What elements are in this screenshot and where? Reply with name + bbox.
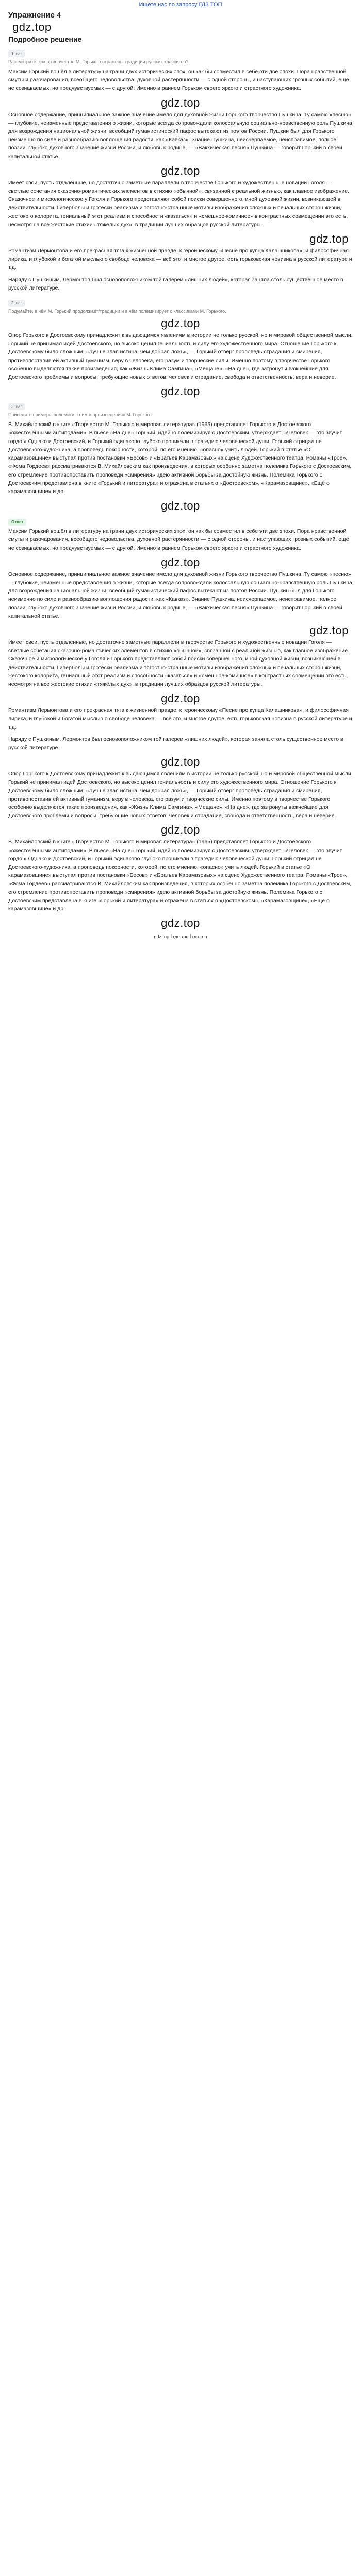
step-1 bbox=[8, 46, 353, 65]
page bbox=[0, 0, 361, 949]
search-hint bbox=[8, 0, 353, 9]
step-question: Приведите примеры полемики с ним в произведениях М. Горького. bbox=[8, 412, 153, 418]
paragraph: Максим Горький вошёл в литературу на грани двух исторических эпох, он как бы совместил в себе эти две эпохи. Пора нравственной смуты и разочарования, всеобщего недовольства, духовной растерянности — с одной стороны, и наступающих грозных событий, ещё не сознаваемых, но предчувствуемых — с другой. Именно в раннем Горьком своего яркого и страстного художника. bbox=[8, 69, 349, 92]
footer bbox=[8, 931, 353, 941]
footer-text: gdz.top ꟾ где топ ꟾ гдз.топ bbox=[154, 934, 207, 940]
watermark bbox=[8, 755, 353, 769]
paragraph: Опор Горького к Достоевскому принадлежит к выдающимся явлениям в истории не только русской, но и мировой общественной мысли. Горький не принимал идей Достоевского, но высоко ценил гениальность и силу его художественного мира. Отношение Горького к Достоевскому было сложным: «Лучше злая истина, чем добрая ложь», — Горький отверг проповедь страдания и смирения, противопоставив ей активный гуманизм, веру в человека, его разум и творческие силы. Именно поэтому в творчестве Горького особенно выделяются такие произведения, как «Жизнь Клима Самгина», «Мещане», «На дне», где затронуты важнейшие для Достоевского проблемы и вопросы, требующие новых ответов: человек и страдание, свобода и ответственность, вера и неверие. bbox=[8, 332, 353, 381]
watermark-text: gdz.top bbox=[161, 823, 200, 837]
watermark-text: gdz.top bbox=[12, 21, 52, 33]
paragraph: Опор Горького к Достоевскому принадлежит к выдающимся явлениям в истории не только русской, но и мировой общественной мысли. Горький не принимал идей Достоевского, но высоко ценил гениальность и силу его художественного мира. Отношение Горького к Достоевскому было сложным: «Лучше злая истина, чем добрая ложь», — Горький отверг проповедь страдания и смирения, противопоставив ей активный гуманизм, веру в человека, его разум и творческие силы. Именно поэтому в творчестве Горького особенно выделяются такие произведения, как «Жизнь Клима Самгина», «Мещане», «На дне», где затронуты важнейшие для Достоевского проблемы и вопросы, требующие новых ответов: человек и страдание, свобода и ответственность, вера и неверие. bbox=[8, 771, 353, 819]
step-3 bbox=[8, 399, 353, 418]
watermark-text: gdz.top bbox=[161, 555, 200, 569]
watermark-text: gdz.top bbox=[309, 623, 349, 637]
answer-badge: Ответ bbox=[8, 519, 26, 526]
step-badge: 3 шаг bbox=[8, 403, 25, 410]
watermark-text: gdz.top bbox=[161, 385, 200, 398]
watermark-text: gdz.top bbox=[161, 317, 200, 330]
step-question: Подумайте, в чём М. Горький продолжает/традиции и в чём полемизирует с классиками М. Горького. bbox=[8, 309, 226, 314]
watermark bbox=[8, 385, 353, 398]
step-2 bbox=[8, 296, 353, 315]
solution-title: Подробное решение bbox=[8, 35, 82, 43]
paragraph: Наряду с Пушкиным, Лермонтов был основоположником той галереи «лишних людей», которая заняла столь существенное место в русской литературе. bbox=[8, 276, 343, 291]
watermark-text: gdz.top bbox=[309, 232, 349, 246]
paragraph: В. Михайловский в книге «Творчество М. Горького и мировая литература» (1965) представляет Горького и Достоевского «ожесточёнными антиподами». В пьесе «На дне» Горький, идейно полемизируя с Достоевским, утверждает: «Человек — это звучит гордо!» Однако и Достоевский, и Горький одинаково глубоко проникали в трагедию человеческой души. Горький отрицал не Достоевского-художника, а проповедь покорности, которой, по его мнению, «опасно» учить людей. Горький в статье «О карамазовщине» выступал против постановки «Бесов» и «Братьев Карамазовых» на сцене Художественного театра. Романы «Трое», «Фома Гордеев» рассматриваются В. Михайловским как произведения, в которых особенно заметна полемика Горького с Достоевским, его стремление противопоставить проповеди «смирения» идею активной борьбы за достойную жизнь. Полемика Горького с Достоевским представлена в книге «Горький и литература» и отражена в статьях о «Достоевском», «Карамазовщине», «Ещё о карамазовщине» и др. bbox=[8, 421, 352, 495]
watermark-text: gdz.top bbox=[161, 499, 200, 513]
watermark-text: gdz.top bbox=[161, 164, 200, 177]
watermark-text: gdz.top bbox=[161, 96, 200, 109]
watermark bbox=[8, 823, 353, 837]
watermark-text: gdz.top bbox=[161, 917, 200, 930]
search-hint-link[interactable]: Ищете нас по запросу ГДЗ ТОП bbox=[139, 2, 222, 8]
paragraph: Максим Горький вошёл в литературу на грани двух исторических эпох, он как бы совместил в себе эти две эпохи. Пора нравственной смуты и разочарования, всеобщего недовольства, духовной растерянности — с одной стороны, и наступающих грозных событий, ещё не сознаваемых, но предчувствуемых — с другой. Именно в раннем Горьком своего яркого и страстного художника. bbox=[8, 528, 349, 551]
watermark bbox=[8, 556, 353, 569]
watermark-text: gdz.top bbox=[161, 692, 200, 705]
watermark bbox=[8, 692, 353, 705]
watermark-text: gdz.top bbox=[161, 755, 200, 769]
paragraph: В. Михайловский в книге «Творчество М. Горького и мировая литература» (1965) представляет Горького и Достоевского «ожесточёнными антиподами». В пьесе «На дне» Горький, идейно полемизируя с Достоевским, утверждает: «Человек — это звучит гордо!» Однако и Достоевский, и Горький одинаково глубоко проникали в трагедию человеческой души. Горький отрицал не Достоевского-художника, а проповедь покорности, которой, по его мнению, «опасно» учить людей. Горький в статье «О карамазовщине» выступал против постановки «Бесов» и «Братьев Карамазовых» на сцене Художественного театра. Романы «Трое», «Фома Гордеев» рассматриваются В. Михайловским как произведения, в которых особенно заметна полемика Горького с Достоевским, его стремление противопоставить проповеди «смирения» идею активной борьбы за достойную жизнь. Полемика Горького с Достоевским представлена в книге «Горький и литература» и отражена в статьях о «Достоевском», «Карамазовщине», «Ещё о карамазовщине» и др. bbox=[8, 839, 352, 912]
watermark bbox=[8, 164, 353, 178]
watermark bbox=[8, 317, 353, 330]
paragraph: Имеет свои, пусть отдалённые, но достаточно заметные параллели в творчестве Горького и художественные новации Гоголя — светлые сочетания сказочно-романтических элементов в стихию «обычной», связанной с реальной жизнью, как главное изображение. Сказочное и мифологическое у Гоголя и Горького представляют собой поиски совершенного, иной духовной жизни, возникающей в действительности. Гиперболы и гротески реализма и тягостно-страшные мотивы изображения сложных и печальных сторон жизни, жестокого колорита, гениальный этот реализм и способности «казаться» и «смешное-комичное» в контрастных совмещении это есть, несмотря на все жестокие стихии «тяжёлых дух», в традиции лучших образцов русской литературы. bbox=[8, 179, 349, 228]
watermark bbox=[8, 21, 353, 34]
paragraph: Романтизм Лермонтова и его прекрасная тяга к жизненной правде, к героическому «Песне про купца Калашникова», и философичная лирика, и глубокой и богатой мыслью о свободе человека — всё это, и многое другое, есть горьковская новизна в русской литературе и т.д. bbox=[8, 248, 352, 271]
paragraph: Основное содержание, принципиальное важное значение имело для духовной жизни Горького творчество Пушкина. Ту самою «песню» — глубокие, неизменные представления о жизни, которые всегда сопровождали колоссальную социально-нравственную роль Пушкина для возрождения национальной жизни, всеобщий гуманистический пафос вытекают из поэтов России. Пушкин был для Горького неизменно по силе и разнообразию воплощения радости, как «Кавказ». Знание Пушкина, неисчерпаемое, неисправимое, полное поэзии, глубоко духовного значение жизни России, и любовь к родине, — «Вакхическая песня» Пушкина — говорит Горький в своей капитальной статье. bbox=[8, 571, 352, 619]
paragraph: Наряду с Пушкиным, Лермонтов был основоположником той галереи «лишних людей», которая заняла столь существенное место в русской литературе. bbox=[8, 736, 343, 751]
watermark bbox=[8, 917, 353, 930]
step-badge: 2 шаг bbox=[8, 300, 25, 307]
paragraph: Имеет свои, пусть отдалённые, но достаточно заметные параллели в творчестве Горького и художественные новации Гоголя — светлые сочетания сказочно-романтических элементов в стихию «обычной», связанной с реальной жизнью, как главное изображение. Сказочное и мифологическое у Гоголя и Горького представляют собой поиски совершенного, иной духовной жизни, возникающей в действительности. Гиперболы и гротески реализма и тягостно-страшные мотивы изображения сложных и печальных сторон жизни, жестокого колорита, гениальный этот реализм и способности «казаться» и «смешное-комичное» в контрастных совмещении это есть, несмотря на все жестокие стихии «тяжёлых дух», в традиции лучших образцов русской литературы. bbox=[8, 639, 349, 687]
step-question: Рассмотрите, как в творчестве М. Горького отражены традиции русских классиков? bbox=[8, 59, 189, 64]
watermark bbox=[8, 624, 353, 637]
watermark bbox=[8, 499, 353, 513]
paragraph: Основное содержание, принципиальное важное значение имело для духовной жизни Горького творчество Пушкина. Ту самою «песню» — глубокие, неизменные представления о жизни, которые всегда сопровождали колоссальную социально-нравственную роль Пушкина для возрождения национальной жизни, всеобщий гуманистический пафос вытекают из поэтов России. Пушкин был для Горького неизменно по силе и разнообразию воплощения радости, как «Кавказ». Знание Пушкина, неисчерпаемое, неисправимое, полное поэзии, глубоко духовного значение жизни России, и любовь к родине, — «Вакхическая песня» Пушкина — говорит Горький в своей капитальной статье. bbox=[8, 111, 352, 160]
watermark bbox=[8, 96, 353, 110]
paragraph: Романтизм Лермонтова и его прекрасная тяга к жизненной правде, к героическому «Песне про купца Калашникова», и философичная лирика, и глубокой и богатой мыслью о свободе человека — всё это, и многое другое, есть горьковская новизна в русской литературе и т.д. bbox=[8, 707, 352, 731]
step-badge: 1 шаг bbox=[8, 50, 25, 57]
exercise-title: Упражнение 4 bbox=[8, 11, 61, 20]
watermark bbox=[8, 232, 353, 246]
